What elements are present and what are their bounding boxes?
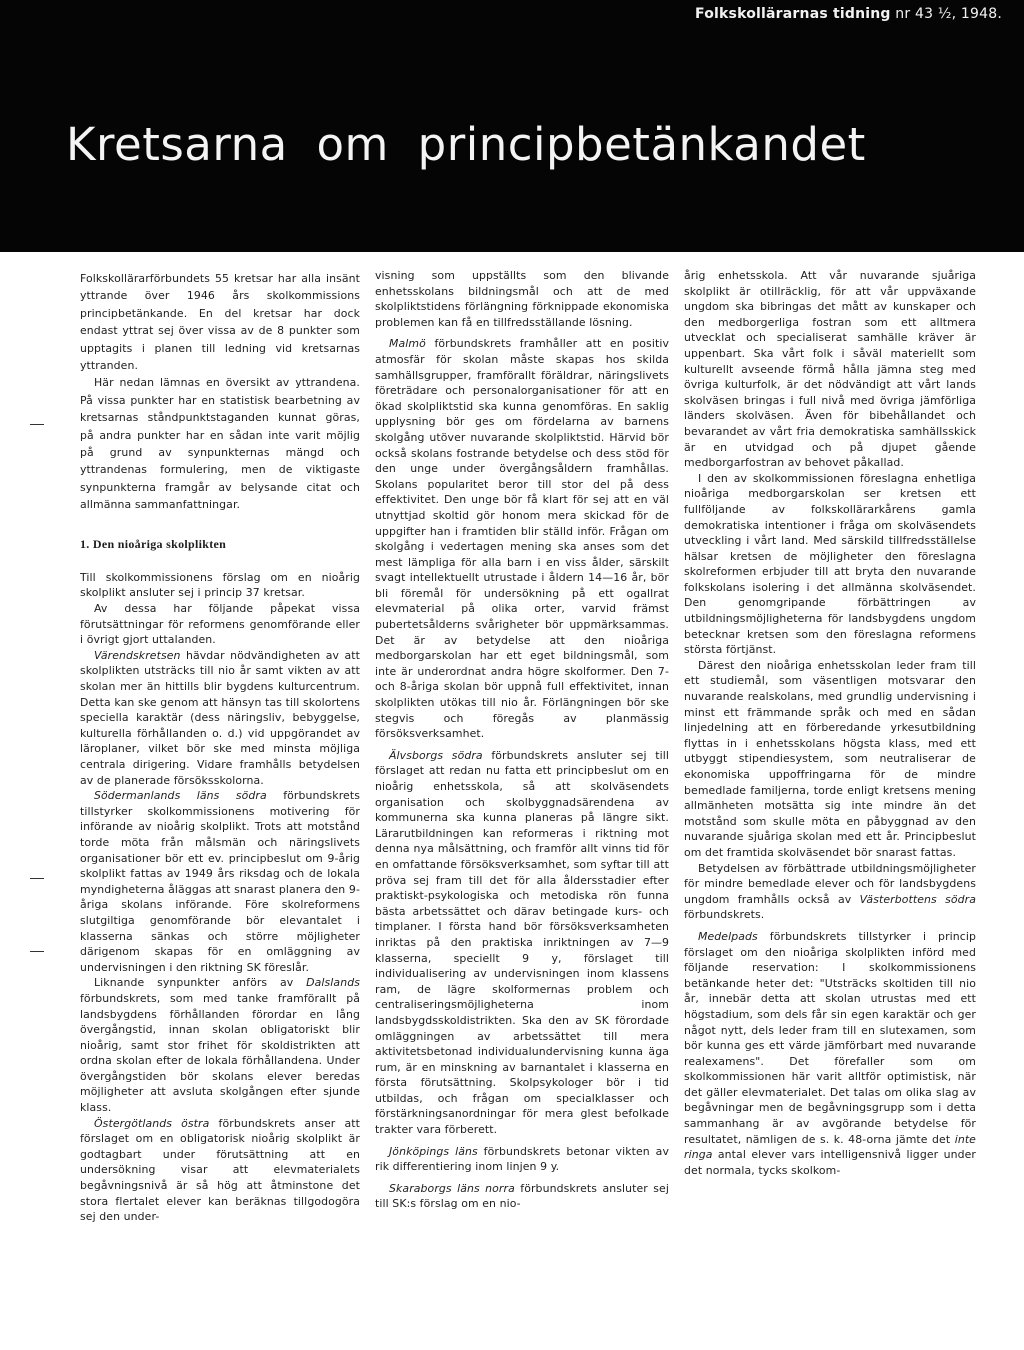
- body-paragraph: Därest den nioåriga enhetsskolan leder fram till ett studiemål, som väsentligen motsvarar den nuvarande realskolans, med grundlig undervisning i minst ett främmande språk och med en sådan linjedelning att en förberedande yrkesutbildning flyttas in i enhetsskolans högsta klass, med ett utbyggt stipendiesystem, som neutraliserar de ekonomiska uppoffringarna för de mindre bemedlade familjerna, torde enligt kretsens mening allmänheten motsätta sig inte mindre än det motstånd som skulle möta en påbyggnad av den nuvarande sjuåriga skolan med ett år. Principbeslut om det framtida skolväsendet bör snarast fattas.: [684, 658, 976, 859]
- intro-paragraph: Folkskollärarförbundets 55 kretsar har alla insänt yttrande över 1946 års skolkommissions principbetänkande. En del kretsar har dock endast yttrat sej över vissa av de 8 punkter som upptagits i planen till ledning vid kretsarnas yttranden.: [80, 272, 360, 373]
- district-name: Västerbottens södra: [859, 892, 976, 906]
- body-paragraph: Betydelsen av förbättrade utbildningsmöjligheter för mindre bemedlade elever och för landsbygdens ungdom framhålls också av Västerbottens södra förbundskrets.: [684, 861, 976, 922]
- emphasis: inte ringa: [684, 1132, 976, 1162]
- district-name: Malmö: [389, 337, 426, 351]
- overview-paragraph: Här nedan lämnas en översikt av yttrandena. På vissa punkter har en statistisk bearbetning av kretsarnas ståndpunktstaganden kunnat göras, på andra punkter har en sådan inte varit möjlig på grund av synpunkternas mängd och yttrandenas formulering, men de viktigaste synpunkterna framgår av belysande citat och allmänna sammanfattningar.: [80, 376, 360, 512]
- column-2: [375, 268, 669, 1343]
- body-paragraph: Södermanlands läns södra förbundskrets tillstyrker skolkommissionens motivering för införande av nioårig skolplikt. Trots att motstånd torde möta från målsmän och näringslivets organisationer bör ett ev. principbeslut om 9-årig skolplikt fattas av 1949 års riksdag och de lokala myndigheterna åläggas att snarast planera den 9-åriga skolans införande. Före skolreformens slutgiltiga genomförande bör elevantalet i klasserna sänkas och större möjligheter därigenom skapas för en omläggning av undervisningen i den riktning SK föreslår.: [80, 789, 360, 974]
- body-paragraph: Av dessa har följande påpekat vissa förutsättningar för reformens genomförande eller i övrigt gjort uttalanden.: [80, 602, 360, 647]
- margin-mark: [30, 951, 44, 952]
- section-heading: 1. Den nioåriga skolplikten: [80, 536, 227, 551]
- district-name: Medelpads: [698, 929, 758, 943]
- district-name: Södermanlands läns södra: [94, 789, 267, 803]
- body-paragraph: Skaraborgs läns norra förbundskrets ansluter sej till SK:s förslag om en nio-: [375, 1181, 669, 1211]
- issue-number: nr 43 ½, 1948.: [895, 6, 1002, 22]
- body-paragraph: Malmö förbundskrets framhåller att en positiv atmosfär för skolan måste skapas hos skilda samhällsgrupper, framförallt föräldrar, näringslivets företrädare och personalorganisationer för att en ökad skolpliktstid ska kunna genomföras. En saklig upplysning bör ges om fördelarna av barnens skolgång utöver nuvarande skolpliktstid. Härvid bör också skolans fostrande betydelse och dess stöd för den unge under övergångsåldern framhållas. Skolans popularitet beror till stor del på dess effektivitet. Den unge bör få klart för sej att en väl utnyttjad skoltid gör honom mera skickad för de uppgifter han i framtiden blir ställd inför. Frågan om skolgång i vedertagen mening ska anses som det mest lämpliga för alla barn i en viss ålder, särskilt svagt intellektuellt utrustade i åldern 14—16 år, bör bli föremål för undersökning på ett ogallrat elevmaterial på olika orter, varvid främst pubertetsålderns svårigheter bör uppmärksammas. Det är av betydelse att den nioåriga medborgarskolan har ett eget bildningsmål, som inte är underordnat andra högre skolformer. Den 7- och 8-åriga skolan bör uppnå full effektivitet, innan skolplikten utökas till nio år. Förlängningen bör ske stegvis och föregås av planmässig försöksverksamhet.: [375, 337, 669, 741]
- body-paragraph: Värendskretsen hävdar nödvändigheten av att skolplikten utsträcks till nio år samt vikten av att skolan mer än hittills blir bygdens kulturcentrum. Detta kan ske genom att hänsyn tas till skolortens speciella karaktär (dess näringsliv, bebyggelse, kulturella förhållanden o. d.) vid uppgörandet av läroplaner, vilket bör ske med minsta möjliga centrala dirigering. Vidare framhålls betydelsen av de planerade försöksskolorna.: [80, 648, 360, 787]
- margin-mark: [30, 878, 44, 879]
- body-paragraph: Östergötlands östra förbundskrets anser att förslaget om en obligatorisk nioårig skolplikt är godtagbart under förutsättning att en undersökning visar att elevmaterialets begåvningsnivå är så hög att åtminstone det stora flertalet elever kan beräknas tillgodogöra sej den under-: [80, 1116, 360, 1224]
- title-banner: [0, 0, 1024, 252]
- body-paragraph: Jönköpings läns förbundskrets betonar vikten av rik differentiering inom linjen 9 y.: [375, 1144, 669, 1174]
- publication-name: Folkskollärarnas tidning: [695, 6, 891, 22]
- body-paragraph: Liknande synpunkter anförs av Dalslands förbundskrets, som med tanke framförallt på landsbygdens förhållanden förordar en lång övergångstid, innan skolan obligatoriskt blir nioårig, samt stor frihet för skoldistrikten att ordna skolan efter de lokala förhållandena. Under övergångstiden bör skolans elever beredas möjligheter att avsluta skolgången efter sjunde klass.: [80, 976, 360, 1115]
- body-paragraph: I den av skolkommissionen föreslagna enhetliga nioåriga medborgarskolan ser kretsen ett fullföljande av folkskollärarkårens gamla demokratiska intentioner i fråga om skolväsendets utveckling i vårt land. Med särskild tillfredsställelse hälsar kretsen de möjligheter den föreslagna skolreformen erbjuder till att bryta den nuvarande folkskolans isolering i det allmänna skolväsendet. Den genomgripande förbättringen av utbildningsmöjligheterna för landsbygdens ungdom betecknar kretsen som den föreslagna reformens största förtjänst.: [684, 471, 976, 657]
- body-paragraph: Älvsborgs södra förbundskrets ansluter sej till förslaget att redan nu fatta ett principbeslut om en nioårig enhetsskola, så att skolväsendets organisation och skolbyggnadsärendena av kommunerna ska kunna planeras på längre sikt. Lärarutbildningen kan reformeras i riktning mot denna nya målsättning, och framför allt vinns tid för en omfattande försöksverksamhet, som syftar till att pröva sej fram till det för alla åldersstadier efter praktiskt-psykologiska och metodiska rön funna bästa arbetssättet och därav betingade kurs- och timplaner. I första hand bör försöksverksamheten inriktas på den praktiska inriktningen av 7—9 klasserna, speciellt 9 y, förslaget till individualisering av undervisningen inom klassens ram, de lägre skolformernas problem och centraliseringsmöjligheterna inom landsbygdsskoldistrikten. Ska den av SK förordade omläggningen av arbetssättet till mera aktivitetsbetonad individualundervisning kunna äga rum, är en minskning av barnantalet i klasserna en första förutsättning. Skolpsykologer bör i tid utbildas, och frågan om specialklasser och förstärkningsanordningar för mera glest befolkade trakter vara förberett.: [375, 748, 669, 1137]
- body-paragraph: Medelpads förbundskrets tillstyrker i princip förslaget om den nioåriga skolplikten införd med följande reservation: I skolkommissionens betänkande heter det: "Utsträcks skoltiden till nio år, innebär detta att skolan utrustas med ett högstadium, som dels får sin egen karaktär och ger något nytt, dels leder fram till en slutexamen, som bör kunna ges ett värde jämförbart med nuvarande realexamens". Det förefaller som om skolkommissionen här varit alltför optimistisk, när det gäller elevmaterialet. Det talas om olika slag av begåvningar men de begåvningsgrupp som i detta sammanhang är av avgörande betydelse för resultatet, nämligen de s. k. 48-orna jämte det inte ringa antal elever vars intelligensnivå ligger under det normala, tycks skolkom-: [684, 929, 976, 1177]
- body-paragraph: visning som uppställts som den blivande enhetsskolans bildningsmål och att de med skolpliktstidens förlängning förknippade ekonomiska problemen kan få en tillfredsställande lösning.: [375, 269, 669, 329]
- district-name: Värendskretsen: [94, 648, 181, 662]
- district-name: Jönköpings läns: [389, 1144, 478, 1158]
- margin-mark: [30, 424, 44, 425]
- running-header: [695, 6, 1002, 22]
- district-name: Östergötlands östra: [94, 1116, 210, 1130]
- district-name: Skaraborgs läns norra: [389, 1181, 515, 1195]
- column-3: [684, 268, 976, 1343]
- lead-paragraph: Till skolkommissionens förslag om en nioårig skolplikt ansluter sej i princip 37 kretsar.: [80, 570, 360, 600]
- body-paragraph: årig enhetsskola. Att vår nuvarande sjuåriga skolplikt är otillräcklig, för att vår uppväxande ungdom ska bibringas det mått av kunskaper och den medborgerliga fostran som ett alltmera utvecklat och specialiserat samhälle kräver är uppenbart. Ska vårt folk i såväl materiellt som kulturellt avseende förmå hålla jämna steg med övriga kulturfolk, är det nödvändigt att vårt lands skolväsen bringas i full nivå med övriga jämförliga länders skolväsen. Även för bibehållandet och bevarandet av vårt fria demokratiska samhällsskick är en utvidgad och på djupet gående medborgarfostran av behovet påkallad.: [684, 269, 976, 470]
- district-name: Älvsborgs södra: [389, 748, 483, 762]
- column-1: [80, 270, 360, 1345]
- article-title: Kretsarna om principbetänkandet: [66, 118, 866, 171]
- district-name: Dalslands: [306, 976, 360, 990]
